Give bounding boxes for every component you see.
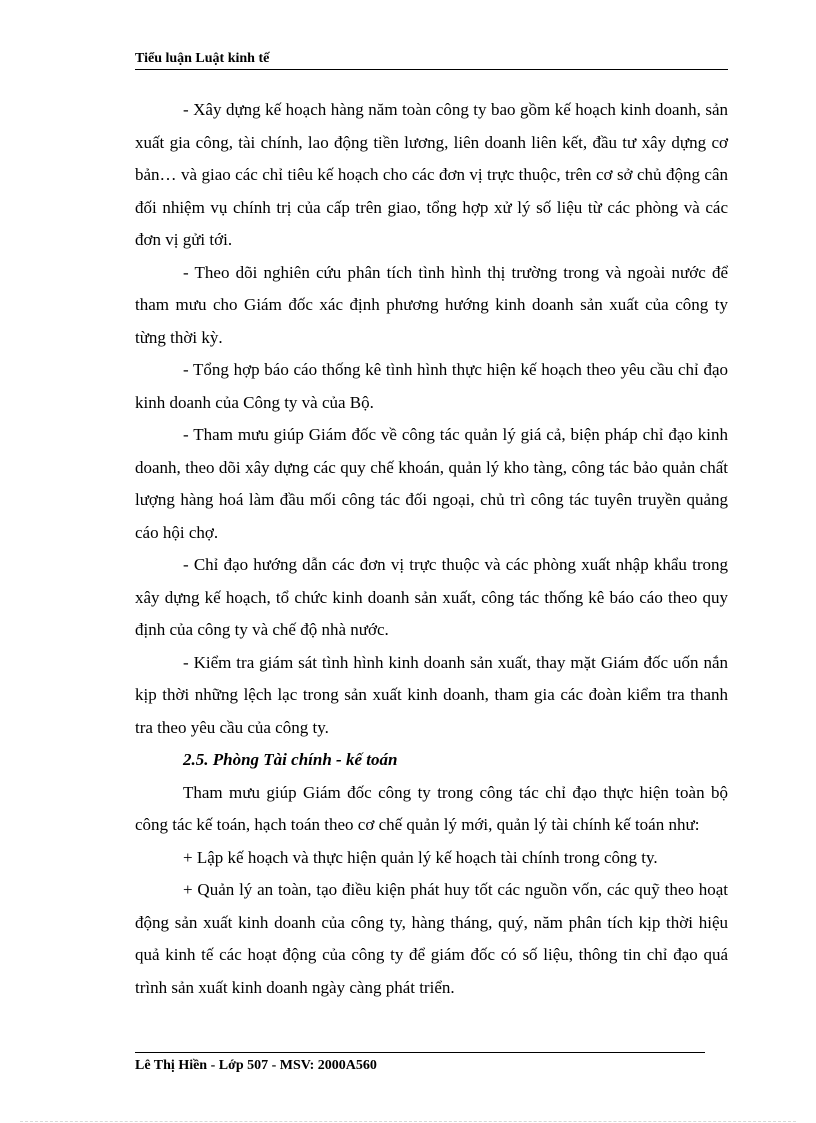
paragraph-unit-guidance: - Chỉ đạo hướng dẫn các đơn vị trực thuộc và các phòng xuất nhập khẩu trong xây dựng kế hoạch, tổ chức kinh doanh sản xuất, công tác thống kê báo cáo theo quy định của công ty và chế độ nhà nước. xyxy=(135,555,728,639)
page-bottom-edge xyxy=(20,1121,796,1122)
page-footer-author: Lê Thị Hiền - Lớp 507 - MSV: 2000A560 xyxy=(135,1058,377,1073)
paragraph-price-management: - Tham mưu giúp Giám đốc về công tác quản lý giá cả, biện pháp chỉ đạo kinh doanh, theo dõi xây dựng các quy chế khoán, quản lý kho tàng, công tác bảo quản chất lượng hàng hoá làm đầu mối công tác đối ngoại, chủ trì công tác tuyên truyền quảng cáo hội chợ. xyxy=(135,425,728,542)
paragraph-plan-building: - Xây dựng kế hoạch hàng năm toàn công ty bao gồm kế hoạch kinh doanh, sản xuất gia công, tài chính, lao động tiền lương, liên doanh liên kết, đầu tư xây dựng cơ bản… và giao các chỉ tiêu kế hoạch cho các đơn vị trực thuộc, trên cơ sở chủ động cân đối nhiệm vụ chính trị của cấp trên giao, tổng hợp xử lý số liệu từ các phòng và các đơn vị gửi tới. xyxy=(135,100,728,249)
footer-divider xyxy=(135,1052,705,1053)
section-heading-finance-accounting: 2.5. Phòng Tài chính - kế toán xyxy=(183,750,398,769)
page-header-title: Tiểu luận Luật kinh tế xyxy=(135,51,270,66)
paragraph-market-research: - Theo dõi nghiên cứu phân tích tình hình thị trường trong và ngoài nước để tham mưu cho Giám đốc xác định phương hướng kinh doanh sản xuất của công ty từng thời kỳ. xyxy=(135,262,728,347)
paragraph-finance-intro: Tham mưu giúp Giám đốc công ty trong công tác chỉ đạo thực hiện toàn bộ công tác kế toán, hạch toán theo cơ chế quản lý mới, quản lý tài chính kế toán như: xyxy=(135,782,728,834)
paragraph-capital-management: + Quản lý an toàn, tạo điều kiện phát huy tốt các nguồn vốn, các quỹ theo hoạt động sản xuất kinh doanh của công ty, hàng tháng, quý, năm phân tích kịp thời hiệu quả kinh tế các hoạt động của công ty để giám đốc có số liệu, thông tin chỉ đạo quá trình sản xuất kinh doanh ngày càng phát triển. xyxy=(135,880,728,997)
paragraph-inspection: - Kiểm tra giám sát tình hình kinh doanh sản xuất, thay mặt Giám đốc uốn nắn kịp thời những lệch lạc trong sản xuất kinh doanh, tham gia các đoàn kiểm tra thanh tra theo yêu cầu của công ty. xyxy=(135,652,728,737)
document-body xyxy=(135,94,728,1004)
header-divider xyxy=(135,69,728,70)
paragraph-finance-plan: + Lập kế hoạch và thực hiện quản lý kế hoạch tài chính trong công ty. xyxy=(183,847,658,867)
paragraph-statistics-report: - Tổng hợp báo cáo thống kê tình hình thực hiện kế hoạch theo yêu cầu chỉ đạo kinh doanh của Công ty và của Bộ. xyxy=(135,360,728,412)
